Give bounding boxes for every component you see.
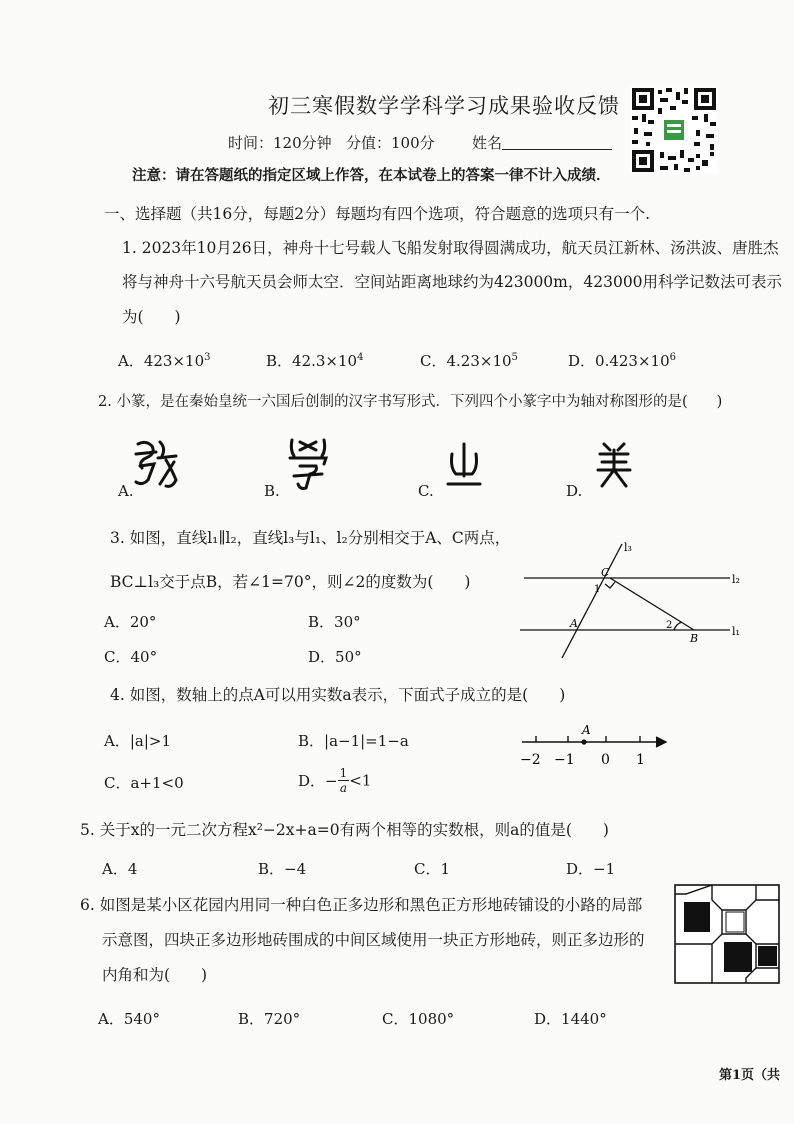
black-square-tile-2 — [758, 946, 777, 966]
q4-option-c: C．a+1<0 — [104, 774, 184, 792]
q4-number-line — [516, 720, 676, 770]
q6-option-d: D．1440° — [534, 1010, 607, 1028]
q2-option-c: C. — [418, 482, 434, 500]
q2-option-a: A. — [118, 482, 134, 500]
q5-option-a: A．4 — [102, 860, 138, 878]
q6-tiling-figure — [672, 882, 782, 986]
q3-option-b: B．30° — [308, 613, 361, 631]
q4-option-a: A．|a|>1 — [104, 732, 171, 750]
q6-option-c: C．1080° — [382, 1010, 455, 1028]
label-l3: l₃ — [624, 541, 632, 554]
q4-text: 4. 如图，数轴上的点A可以用实数a表示，下面式子成立的是( ) — [110, 686, 566, 704]
q1-line2: 将与神舟十六号航天员会师太空．空间站距离地球约为423000m，423000用科学记数法可表示 — [122, 273, 783, 291]
q1-line3: 为( ) — [122, 308, 181, 326]
q1-option-a: A．$423\times 10^3$ — [118, 352, 211, 370]
q1-option-b: B．$42.3\times 10^4$ — [266, 352, 364, 370]
q1-option-c: C．$4.23\times 10^5$ — [420, 352, 518, 370]
q2-option-d: D. — [566, 482, 583, 500]
q2-option-b: B. — [264, 482, 280, 500]
point-a — [581, 739, 586, 744]
q6-option-b: B．720° — [238, 1010, 301, 1028]
q3-option-c: C．40° — [104, 648, 158, 666]
q5-option-c: C．1 — [414, 860, 451, 878]
tick-label-neg2: −2 — [520, 752, 541, 768]
q5-option-b: B．−4 — [258, 860, 307, 878]
black-square-tile-3 — [724, 942, 752, 972]
label-angle2: 2 — [666, 620, 673, 631]
tick-label-0: 0 — [601, 752, 610, 768]
notice-text: 注意：请在答题纸的指定区域上作答，在本试卷上的答案一律不计入成绩． — [132, 167, 611, 184]
q2-text: 2. 小篆，是在秦始皇统一六国后创制的汉字书写形式．下列四个小篆字中为轴对称图形的是( ) — [98, 394, 723, 410]
name-label: 姓名 — [472, 134, 503, 152]
q4-option-d: D．− $\frac{1}{a}$ <1 — [298, 766, 372, 795]
q5-option-d: D．−1 — [566, 860, 616, 878]
label-l2: l₂ — [732, 573, 740, 586]
q3-option-d: D．50° — [308, 648, 362, 666]
name-blank — [502, 135, 612, 150]
q6-option-a: A．540° — [98, 1010, 160, 1028]
label-angle1: 1 — [594, 584, 601, 595]
tick-label-neg1: −1 — [554, 752, 575, 768]
qr-code-image — [630, 86, 718, 174]
section-heading: 一、选择题（共16分，每题2分）每题均有四个选项，符合题意的选项只有一个. — [104, 205, 651, 223]
q1-option-d: D．$0.423\times 10^6$ — [568, 352, 676, 370]
q5-text: 5. 关于x的一元二次方程x²−2x+a=0有两个相等的实数根，则a的值是( ) — [80, 821, 609, 839]
q3-line2: BC⊥l₃交于点B，若∠1=70°，则∠2的度数为( ) — [110, 573, 471, 591]
seal-char-xue-icon — [286, 436, 330, 492]
exam-time: 时间：120分钟 — [228, 134, 332, 152]
q3-line1: 3. 如图，直线l₁∥l₂，直线l₃与l₁、l₂分别相交于A、C两点， — [110, 529, 511, 547]
black-square-tile-1 — [684, 902, 710, 932]
seal-char-mei-icon — [594, 440, 634, 492]
q6-line1: 6. 如图是某小区花园内用同一种白色正多边形和黑色正方形地砖铺设的小路的局部 — [80, 896, 643, 914]
label-l1: l₁ — [732, 625, 740, 638]
label-c: C — [601, 566, 610, 579]
exam-score: 分值：100分 — [346, 134, 435, 152]
seal-char-shu-icon — [132, 436, 180, 492]
name-field — [472, 132, 612, 153]
tick-label-1: 1 — [636, 752, 645, 768]
point-a-label: A — [582, 723, 591, 737]
q3-option-a: A．20° — [104, 613, 157, 631]
q6-line2: 示意图，四块正多边形地砖围成的中间区域使用一块正方形地砖，则正多边形的 — [102, 931, 645, 949]
q4-option-b: B．|a−1|=1−a — [298, 732, 409, 750]
label-b: B — [690, 632, 699, 645]
q3-geometry-figure — [512, 538, 752, 662]
page-title: 初三寒假数学学科学习成果验收反馈 — [268, 94, 620, 118]
q1-line1: 1. 2023年10月26日，神舟十七号载人飞船发射取得圆满成功，航天员江新林、汤洪波、唐胜杰 — [122, 239, 779, 257]
page-number: 第1页（共 — [718, 1068, 780, 1083]
q6-line3: 内角和为( ) — [102, 966, 208, 984]
label-a: A — [570, 617, 578, 630]
seal-char-zhi-icon — [444, 438, 484, 490]
line-l3 — [562, 544, 622, 658]
